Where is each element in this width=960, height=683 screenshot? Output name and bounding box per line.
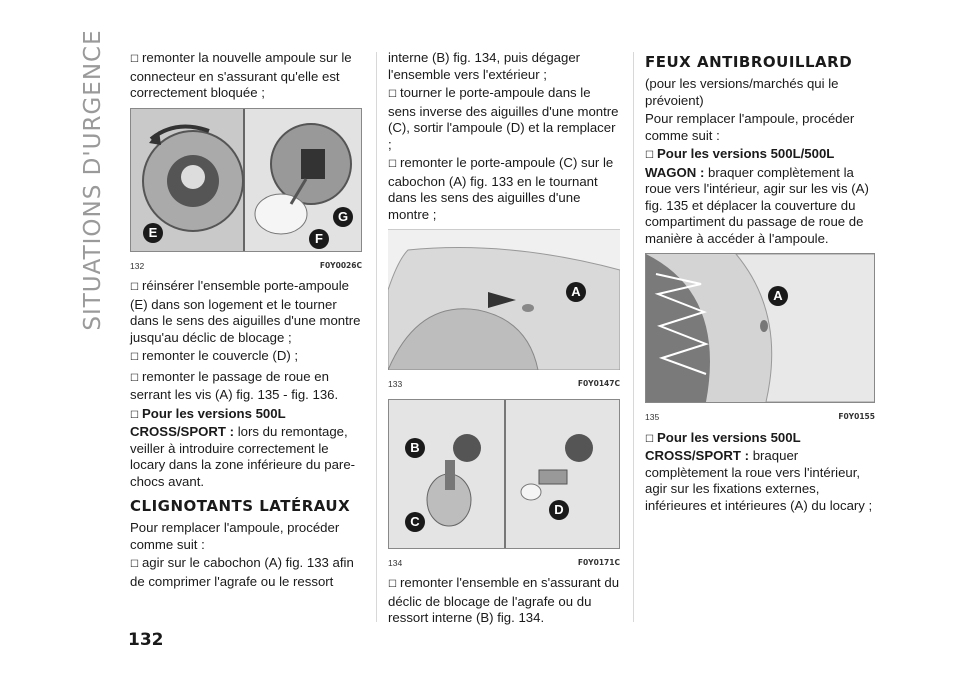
paragraph: ☐ Pour les versions 500L CROSS/SPORT : lors du remontage, veiller à introduire correctement le locary dans la zone inférieure du pare-chocs avant. [130, 406, 362, 491]
figure-image [388, 229, 620, 370]
figure-image [130, 108, 362, 252]
paragraph: ☐ remonter l'ensemble en s'assurant du déclic de blocage de l'agrafe ou du ressort interne (B) fig. 134. [388, 575, 620, 627]
paragraph: ☐ tourner le porte-ampoule dans le sens inverse des aiguilles d'une montre (C), sortir l'ampoule (D) et la remplacer ; [388, 85, 620, 153]
column-divider [376, 52, 377, 622]
paragraph: ☐ remonter le couvercle (D) ; [130, 348, 362, 367]
paragraph: (pour les versions/marchés qui le prévoient) [645, 76, 839, 108]
figure-caption [388, 376, 620, 393]
paragraph: ☐ remonter le passage de roue en serrant les vis (A) fig. 135 - fig. 136. [130, 369, 362, 404]
figure-132 [130, 108, 362, 275]
figure-label: B [405, 438, 425, 458]
paragraph: Pour remplacer l'ampoule, procéder comme suit : [645, 111, 855, 143]
figure-code: F0Y0155 [838, 412, 875, 421]
wheel-arch-illustration [646, 254, 875, 402]
figure-label: E [143, 223, 163, 243]
figure-caption [388, 555, 620, 572]
figure-number: 134 [388, 557, 403, 568]
section-heading: FEUX ANTIBROUILLARD [645, 53, 853, 71]
figure-number: 133 [388, 379, 403, 389]
section-heading: CLIGNOTANTS LATÉRAUX [130, 497, 351, 515]
car-side-illustration [388, 230, 620, 370]
paragraph-bold: Pour les versions 500L CROSS/SPORT : [130, 405, 286, 439]
figure-label: D [549, 500, 569, 520]
figure-code: F0Y0171C [577, 557, 620, 567]
figure-caption [130, 258, 362, 275]
bulb-holder-illustration [131, 109, 362, 251]
figure-image [388, 399, 620, 549]
figure-label: A [768, 286, 788, 306]
paragraph: ☐ agir sur le cabochon (A) fig. 133 afin de comprimer l'agrafe ou le ressort [130, 555, 362, 590]
figure-number: 135 [645, 412, 660, 422]
figure-134 [388, 399, 620, 572]
figure-code: F0Y0026C [319, 260, 362, 270]
paragraph: interne (B) fig. 134, puis dégager l'ensemble vers l'extérieur ; [388, 50, 581, 82]
figure-135 [645, 253, 875, 426]
column-2 [388, 50, 620, 629]
figure-133 [388, 229, 620, 393]
paragraph: ☐ réinsérer l'ensemble porte-ampoule (E) dans son logement et le tourner dans le sens des aiguilles d'une montre jusqu'au déclic de blocage ; [130, 278, 362, 346]
paragraph-bold: Pour les versions 500L/500L WAGON : [645, 146, 835, 180]
figure-number: 132 [130, 260, 145, 271]
figure-caption [645, 409, 875, 426]
paragraph: ☐ remonter le porte-ampoule (C) sur le cabochon (A) fig. 133 en le tournant dans les sens des aiguilles d'une montre ; [388, 155, 620, 223]
figure-label: G [333, 207, 353, 227]
page-number: 132 [128, 630, 164, 650]
paragraph: ☐ remonter la nouvelle ampoule sur le connecteur en s'assurant qu'elle est correctement bloquée ; [130, 50, 362, 102]
paragraph-bold: Pour les versions 500L CROSS/SPORT : [645, 429, 801, 463]
column-3 [645, 50, 875, 516]
figure-image [645, 253, 875, 403]
figure-label: A [566, 282, 586, 302]
paragraph: ☐ Pour les versions 500L CROSS/SPORT : braquer complètement la roue vers l'intérieur, agir sur les fixations externes, inférieures et intérieures (A) du locary ; [645, 430, 875, 515]
figure-label: F [309, 229, 329, 249]
column-divider [633, 52, 634, 622]
figure-label: C [405, 512, 425, 532]
column-1 [130, 50, 362, 592]
paragraph: Pour remplacer l'ampoule, procéder comme suit : [130, 520, 340, 552]
section-title: SITUATIONS D'URGENCE [80, 29, 106, 331]
paragraph: ☐ Pour les versions 500L/500L WAGON : braquer complètement la roue vers l'intérieur, agir sur les vis (A) fig. 135 et déplacer la couverture du compartiment du passage de roue de manière à accéder à l'ampoule. [645, 146, 875, 247]
figure-code: F0Y0147C [577, 379, 620, 388]
